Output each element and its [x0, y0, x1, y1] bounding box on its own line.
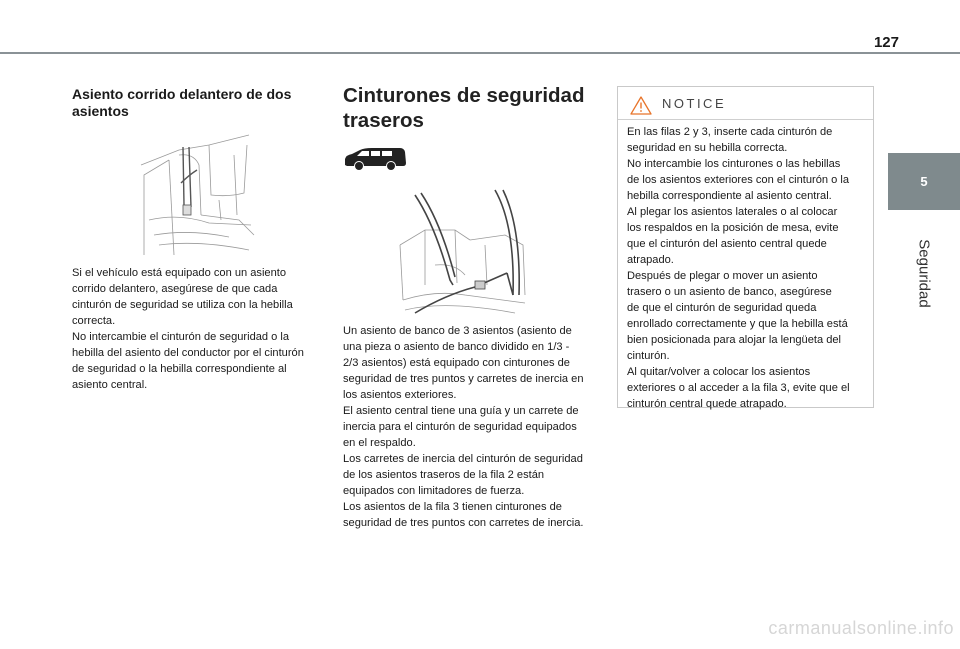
section-title-front-bench: Asiento corrido delantero de dos asientos [72, 86, 292, 119]
header-rule [0, 52, 960, 54]
front-bench-belt-illustration [139, 125, 257, 260]
warning-triangle-icon [630, 96, 652, 115]
page-number: 127 [873, 34, 899, 51]
minivan-icon [342, 145, 408, 173]
notice-title: NOTICE [662, 96, 727, 111]
footer-watermark: carmanualsonline.info [768, 618, 954, 638]
chapter-tab[interactable] [888, 153, 960, 210]
chapter-label [888, 218, 960, 328]
notice-divider [618, 119, 873, 120]
front-bench-description: Si el vehículo está equipado con un asiento corrido delantero, asegúrese de que cada cinturón de seguridad se utiliza con la hebilla correcta. No intercambie el cinturón de seguridad o la hebilla del asiento del conductor por el cinturón de seguridad o la hebilla correspondiente al asiento central. [72, 267, 304, 391]
chapter-number: 5 [920, 174, 928, 189]
section-title-rear-belts: Cinturones de seguridad traseros [343, 84, 585, 132]
notice-box [617, 86, 874, 408]
rear-seat-belt-illustration [395, 185, 530, 320]
chapter-label-text: Seguridad [915, 238, 933, 308]
notice-header [618, 87, 873, 119]
rear-belts-description: Un asiento de banco de 3 asientos (asiento de una pieza o asiento de banco dividido en 1/3 - 2/3 asientos) está equipado con cinturones de seguridad de tres puntos y carretes de inercia en los asientos exteriores. El asiento central tiene una guía y un carrete de inercia para el cinturón de seguridad equipados en el respaldo. Los carretes de inercia del cinturón de seguridad de los asientos traseros de la fila 2 están equipados con limitadores de fuerza. Los asientos de la fila 3 tienen cinturones de seguridad de tres puntos con carretes de inercia. [343, 325, 584, 529]
notice-text: En las filas 2 y 3, inserte cada cinturón de seguridad en su hebilla correcta. No intercambie los cinturones o las hebillas de los asientos exteriores con el cinturón o la hebilla correspondiente al asiento central. Al plegar los asientos laterales o al colocar los respaldos en la posición de mesa, evite que el cinturón del asiento central quede atrapado. Después de plegar o mover un asiento trasero o un asiento de banco, asegúrese de que el cinturón de seguridad queda enrollado correctamente y que la hebilla está bien posicionada para alojar la lengüeta del cinturón. Al quitar/volver a colocar los asientos exteriores o al acceder a la fila 3, evite que el cinturón central quede atrapado. [627, 126, 850, 410]
